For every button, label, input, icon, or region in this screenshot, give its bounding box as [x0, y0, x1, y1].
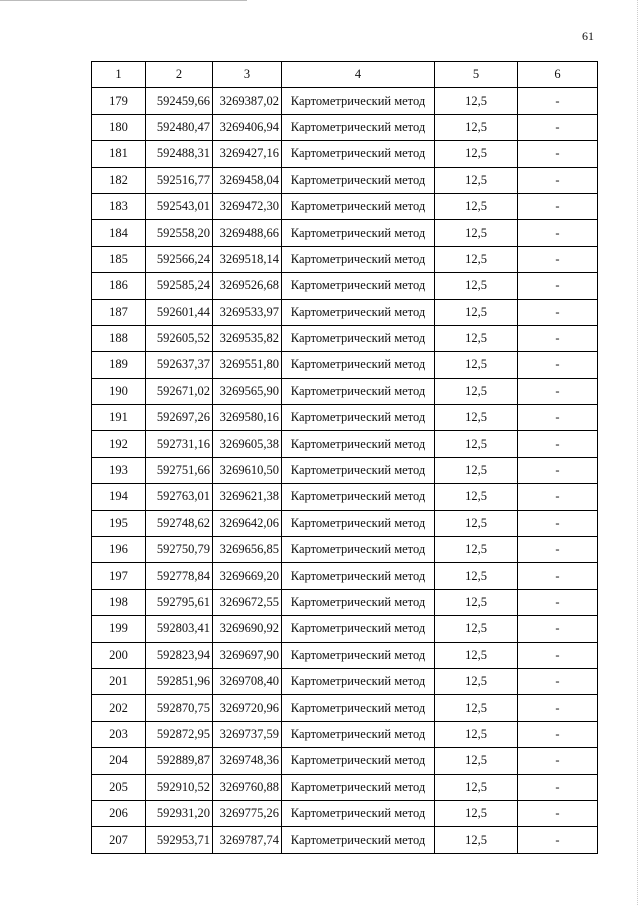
method-cell: Картометрический метод [282, 721, 435, 747]
point-number-cell: 207 [92, 827, 146, 853]
description-cell: - [518, 721, 598, 747]
method-cell: Картометрический метод [282, 800, 435, 826]
table-row [92, 589, 598, 615]
y-coordinate-cell: 3269535,82 [213, 325, 282, 351]
accuracy-cell: 12,5 [435, 352, 518, 378]
y-coordinate-cell: 3269565,90 [213, 378, 282, 404]
y-coordinate-cell: 3269427,16 [213, 141, 282, 167]
x-coordinate-cell: 592480,47 [146, 114, 213, 140]
point-number-cell: 194 [92, 484, 146, 510]
table-row [92, 88, 598, 114]
table-row [92, 220, 598, 246]
table-row [92, 246, 598, 272]
x-coordinate-cell: 592870,75 [146, 695, 213, 721]
method-cell: Картометрический метод [282, 88, 435, 114]
accuracy-cell: 12,5 [435, 141, 518, 167]
description-cell: - [518, 642, 598, 668]
table-row [92, 695, 598, 721]
table-row [92, 141, 598, 167]
point-number-cell: 179 [92, 88, 146, 114]
x-coordinate-cell: 592671,02 [146, 378, 213, 404]
accuracy-cell: 12,5 [435, 378, 518, 404]
y-coordinate-cell: 3269605,38 [213, 431, 282, 457]
x-coordinate-cell: 592751,66 [146, 457, 213, 483]
x-coordinate-cell: 592872,95 [146, 721, 213, 747]
point-number-cell: 190 [92, 378, 146, 404]
point-number-cell: 185 [92, 246, 146, 272]
y-coordinate-cell: 3269737,59 [213, 721, 282, 747]
point-number-cell: 192 [92, 431, 146, 457]
description-cell: - [518, 299, 598, 325]
description-cell: - [518, 246, 598, 272]
description-cell: - [518, 114, 598, 140]
description-cell: - [518, 695, 598, 721]
accuracy-cell: 12,5 [435, 537, 518, 563]
description-cell: - [518, 405, 598, 431]
accuracy-cell: 12,5 [435, 484, 518, 510]
description-cell: - [518, 827, 598, 853]
x-coordinate-cell: 592516,77 [146, 167, 213, 193]
x-coordinate-cell: 592543,01 [146, 193, 213, 219]
method-cell: Картометрический метод [282, 589, 435, 615]
x-coordinate-cell: 592459,66 [146, 88, 213, 114]
y-coordinate-cell: 3269518,14 [213, 246, 282, 272]
description-cell: - [518, 431, 598, 457]
accuracy-cell: 12,5 [435, 325, 518, 351]
table-row [92, 537, 598, 563]
method-cell: Картометрический метод [282, 299, 435, 325]
accuracy-cell: 12,5 [435, 668, 518, 694]
table-row [92, 510, 598, 536]
description-cell: - [518, 220, 598, 246]
x-coordinate-cell: 592763,01 [146, 484, 213, 510]
table-header-row [92, 62, 598, 88]
y-coordinate-cell: 3269526,68 [213, 273, 282, 299]
point-number-cell: 187 [92, 299, 146, 325]
method-cell: Картометрический метод [282, 114, 435, 140]
point-number-cell: 191 [92, 405, 146, 431]
x-coordinate-cell: 592823,94 [146, 642, 213, 668]
y-coordinate-cell: 3269488,66 [213, 220, 282, 246]
x-coordinate-cell: 592803,41 [146, 616, 213, 642]
header-cell-col4: 4 [282, 62, 435, 88]
x-coordinate-cell: 592953,71 [146, 827, 213, 853]
method-cell: Картометрический метод [282, 510, 435, 536]
description-cell: - [518, 352, 598, 378]
table-row [92, 325, 598, 351]
description-cell: - [518, 193, 598, 219]
point-number-cell: 206 [92, 800, 146, 826]
method-cell: Картометрический метод [282, 774, 435, 800]
accuracy-cell: 12,5 [435, 114, 518, 140]
accuracy-cell: 12,5 [435, 405, 518, 431]
y-coordinate-cell: 3269406,94 [213, 114, 282, 140]
description-cell: - [518, 589, 598, 615]
accuracy-cell: 12,5 [435, 299, 518, 325]
accuracy-cell: 12,5 [435, 616, 518, 642]
method-cell: Картометрический метод [282, 378, 435, 404]
method-cell: Картометрический метод [282, 431, 435, 457]
y-coordinate-cell: 3269458,04 [213, 167, 282, 193]
point-number-cell: 184 [92, 220, 146, 246]
x-coordinate-cell: 592910,52 [146, 774, 213, 800]
method-cell: Картометрический метод [282, 141, 435, 167]
description-cell: - [518, 616, 598, 642]
coordinates-table [91, 61, 598, 854]
method-cell: Картометрический метод [282, 193, 435, 219]
method-cell: Картометрический метод [282, 246, 435, 272]
x-coordinate-cell: 592558,20 [146, 220, 213, 246]
y-coordinate-cell: 3269787,74 [213, 827, 282, 853]
x-coordinate-cell: 592851,96 [146, 668, 213, 694]
y-coordinate-cell: 3269775,26 [213, 800, 282, 826]
table-row [92, 378, 598, 404]
page-number: 61 [582, 29, 594, 43]
table-row [92, 827, 598, 853]
table-row [92, 352, 598, 378]
point-number-cell: 183 [92, 193, 146, 219]
x-coordinate-cell: 592585,24 [146, 273, 213, 299]
table-row [92, 457, 598, 483]
accuracy-cell: 12,5 [435, 510, 518, 536]
y-coordinate-cell: 3269672,55 [213, 589, 282, 615]
description-cell: - [518, 510, 598, 536]
table-row [92, 299, 598, 325]
header-cell-col2: 2 [146, 62, 213, 88]
method-cell: Картометрический метод [282, 220, 435, 246]
description-cell: - [518, 800, 598, 826]
point-number-cell: 186 [92, 273, 146, 299]
x-coordinate-cell: 592731,16 [146, 431, 213, 457]
point-number-cell: 204 [92, 748, 146, 774]
accuracy-cell: 12,5 [435, 431, 518, 457]
method-cell: Картометрический метод [282, 642, 435, 668]
y-coordinate-cell: 3269656,85 [213, 537, 282, 563]
point-number-cell: 181 [92, 141, 146, 167]
accuracy-cell: 12,5 [435, 589, 518, 615]
y-coordinate-cell: 3269580,16 [213, 405, 282, 431]
accuracy-cell: 12,5 [435, 642, 518, 668]
method-cell: Картометрический метод [282, 616, 435, 642]
y-coordinate-cell: 3269669,20 [213, 563, 282, 589]
y-coordinate-cell: 3269621,38 [213, 484, 282, 510]
point-number-cell: 193 [92, 457, 146, 483]
accuracy-cell: 12,5 [435, 220, 518, 246]
description-cell: - [518, 141, 598, 167]
y-coordinate-cell: 3269760,88 [213, 774, 282, 800]
y-coordinate-cell: 3269472,30 [213, 193, 282, 219]
method-cell: Картометрический метод [282, 273, 435, 299]
y-coordinate-cell: 3269748,36 [213, 748, 282, 774]
description-cell: - [518, 537, 598, 563]
header-cell-col5: 5 [435, 62, 518, 88]
method-cell: Картометрический метод [282, 827, 435, 853]
table-row [92, 721, 598, 747]
table-row [92, 616, 598, 642]
x-coordinate-cell: 592566,24 [146, 246, 213, 272]
accuracy-cell: 12,5 [435, 800, 518, 826]
table-row [92, 642, 598, 668]
method-cell: Картометрический метод [282, 167, 435, 193]
description-cell: - [518, 88, 598, 114]
x-coordinate-cell: 592931,20 [146, 800, 213, 826]
accuracy-cell: 12,5 [435, 721, 518, 747]
method-cell: Картометрический метод [282, 457, 435, 483]
y-coordinate-cell: 3269551,80 [213, 352, 282, 378]
accuracy-cell: 12,5 [435, 167, 518, 193]
table-row [92, 114, 598, 140]
header-cell-col1: 1 [92, 62, 146, 88]
x-coordinate-cell: 592750,79 [146, 537, 213, 563]
table-row [92, 563, 598, 589]
x-coordinate-cell: 592795,61 [146, 589, 213, 615]
table-row [92, 748, 598, 774]
point-number-cell: 203 [92, 721, 146, 747]
method-cell: Картометрический метод [282, 537, 435, 563]
x-coordinate-cell: 592889,87 [146, 748, 213, 774]
description-cell: - [518, 563, 598, 589]
table-row [92, 167, 598, 193]
table-row [92, 668, 598, 694]
y-coordinate-cell: 3269642,06 [213, 510, 282, 536]
accuracy-cell: 12,5 [435, 748, 518, 774]
y-coordinate-cell: 3269610,50 [213, 457, 282, 483]
table-body [92, 88, 598, 853]
point-number-cell: 201 [92, 668, 146, 694]
description-cell: - [518, 273, 598, 299]
y-coordinate-cell: 3269720,96 [213, 695, 282, 721]
x-coordinate-cell: 592748,62 [146, 510, 213, 536]
table-row [92, 774, 598, 800]
description-cell: - [518, 378, 598, 404]
accuracy-cell: 12,5 [435, 193, 518, 219]
accuracy-cell: 12,5 [435, 88, 518, 114]
method-cell: Картометрический метод [282, 748, 435, 774]
point-number-cell: 199 [92, 616, 146, 642]
method-cell: Картометрический метод [282, 405, 435, 431]
table-row [92, 800, 598, 826]
method-cell: Картометрический метод [282, 563, 435, 589]
table-row [92, 484, 598, 510]
x-coordinate-cell: 592605,52 [146, 325, 213, 351]
accuracy-cell: 12,5 [435, 695, 518, 721]
description-cell: - [518, 484, 598, 510]
header-cell-col3: 3 [213, 62, 282, 88]
table-row [92, 431, 598, 457]
table-row [92, 405, 598, 431]
x-coordinate-cell: 592697,26 [146, 405, 213, 431]
point-number-cell: 200 [92, 642, 146, 668]
x-coordinate-cell: 592601,44 [146, 299, 213, 325]
table-row [92, 193, 598, 219]
y-coordinate-cell: 3269533,97 [213, 299, 282, 325]
description-cell: - [518, 774, 598, 800]
table-row [92, 273, 598, 299]
description-cell: - [518, 325, 598, 351]
point-number-cell: 198 [92, 589, 146, 615]
method-cell: Картометрический метод [282, 484, 435, 510]
x-coordinate-cell: 592488,31 [146, 141, 213, 167]
right-scan-edge [637, 0, 638, 905]
point-number-cell: 180 [92, 114, 146, 140]
point-number-cell: 189 [92, 352, 146, 378]
method-cell: Картометрический метод [282, 695, 435, 721]
accuracy-cell: 12,5 [435, 273, 518, 299]
y-coordinate-cell: 3269708,40 [213, 668, 282, 694]
header-cell-col6: 6 [518, 62, 598, 88]
point-number-cell: 205 [92, 774, 146, 800]
point-number-cell: 188 [92, 325, 146, 351]
method-cell: Картометрический метод [282, 325, 435, 351]
description-cell: - [518, 167, 598, 193]
y-coordinate-cell: 3269690,92 [213, 616, 282, 642]
description-cell: - [518, 748, 598, 774]
accuracy-cell: 12,5 [435, 774, 518, 800]
description-cell: - [518, 668, 598, 694]
y-coordinate-cell: 3269387,02 [213, 88, 282, 114]
accuracy-cell: 12,5 [435, 827, 518, 853]
point-number-cell: 202 [92, 695, 146, 721]
y-coordinate-cell: 3269697,90 [213, 642, 282, 668]
point-number-cell: 195 [92, 510, 146, 536]
method-cell: Картометрический метод [282, 668, 435, 694]
x-coordinate-cell: 592778,84 [146, 563, 213, 589]
accuracy-cell: 12,5 [435, 563, 518, 589]
point-number-cell: 197 [92, 563, 146, 589]
x-coordinate-cell: 592637,37 [146, 352, 213, 378]
point-number-cell: 182 [92, 167, 146, 193]
top-scan-line [0, 0, 247, 1]
accuracy-cell: 12,5 [435, 457, 518, 483]
point-number-cell: 196 [92, 537, 146, 563]
description-cell: - [518, 457, 598, 483]
accuracy-cell: 12,5 [435, 246, 518, 272]
method-cell: Картометрический метод [282, 352, 435, 378]
